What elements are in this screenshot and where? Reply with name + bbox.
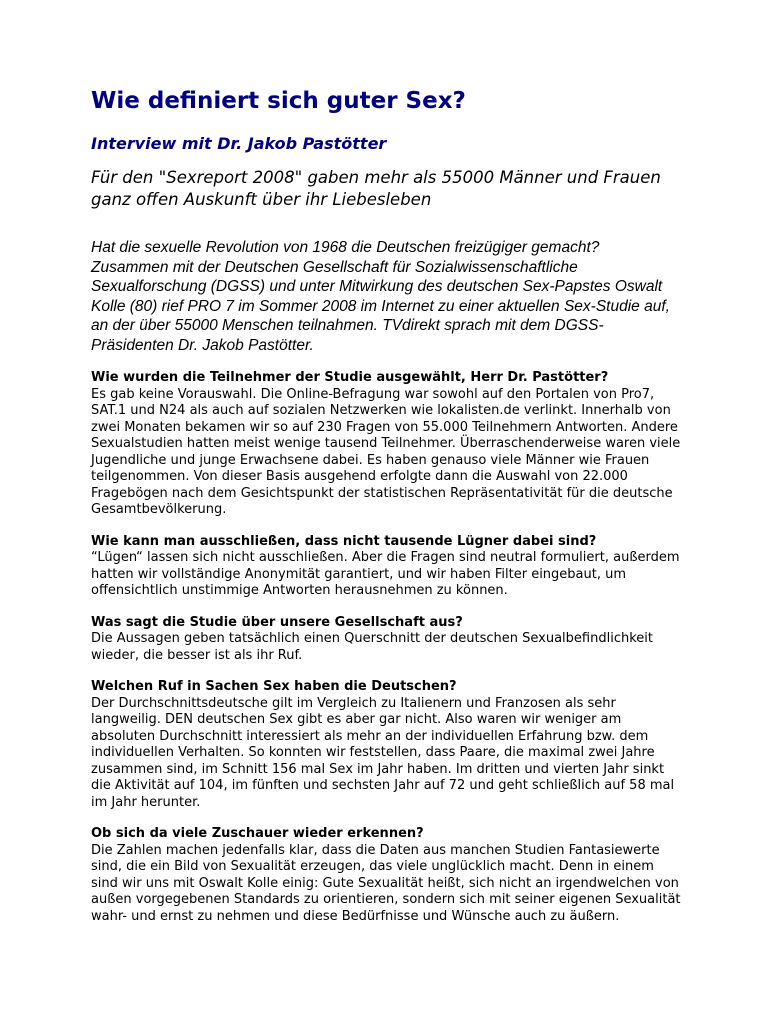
article-subtitle: Interview mit Dr. Jakob Pastötter (91, 134, 387, 153)
qa-block-5 (91, 826, 681, 925)
question-4: Welchen Ruf in Sachen Sex haben die Deutschen? (91, 679, 457, 694)
answer-4: Der Durchschnittsdeutsche gilt im Vergleich zu Italienern und Franzosen als sehr langweilig. DEN deutschen Sex gibt es aber gar nicht. Also waren wir weniger am absoluten Durchschnitt interessiert als mehr an der individuellen Erfahrung bzw. dem individuellen Verhalten. So konnten wir feststellen, dass Paare, die maximal zwei Jahre zusammen sind, im Schnitt 156 mal Sex im Jahr haben. Im dritten und vierten Jahr sinkt die Aktivität auf 104, im fünften und sechsten Jahr auf 72 und geht schließlich auf 58 mal im Jahr herunter. (91, 695, 675, 810)
question-5: Ob sich da viele Zuschauer wieder erkennen? (91, 826, 424, 841)
qa-block-4 (91, 679, 681, 811)
article-page (91, 86, 681, 925)
qa-block-3 (91, 615, 681, 665)
article-teaser: Für den "Sexreport 2008" gaben mehr als 55000 Männer und Frauen ganz offen Auskunft über ihr Liebesleben (91, 168, 661, 209)
question-1: Wie wurden die Teilnehmer der Studie ausgewählt, Herr Dr. Pastötter? (91, 370, 609, 385)
question-3: Was sagt die Studie über unsere Gesellschaft aus? (91, 614, 463, 630)
answer-1: Es gab keine Vorauswahl. Die Online-Befragung war sowohl auf den Portalen von Pro7, SAT.1 und N24 als auch auf sozialen Netzwerken wie lokalisten.de verlinkt. Innerhalb von zwei Monaten bekamen wir so auf 230 Fragen von 55.000 Teilnehmern Antworten. Andere Sexualstudien hatten meist wenige tausend Teilnehmer. Überraschenderweise waren viele Jugendliche und junge Erwachsene dabei. Es haben genauso viele Männer wie Frauen teilgenommen. Von dieser Basis ausgehend erfolgte dann die Auswahl von 22.000 Fragebögen nach dem Gesichtspunkt der statistischen Repräsentativität für die deutsche Gesamtbevölkerung. (91, 386, 681, 517)
answer-3: Die Aussagen geben tatsächlich einen Querschnitt der deutschen Sexualbefindlichkeit wieder, die besser ist als ihr Ruf. (91, 631, 653, 663)
answer-5: Die Zahlen machen jedenfalls klar, dass die Daten aus manchen Studien Fantasiewerte sind, die ein Bild von Sexualität erzeugen, das viele unglücklich macht. Denn in einem sind wir uns mit Oswalt Kolle einig: Gute Sexualität heißt, sich nicht an irgendwelchen von außen vorgegebenen Standards zu orientieren, sondern sich mit seiner eigenen Sexualität wahr- und ernst zu nehmen und diese Bedürfnisse und Wünsche auch zu äußern. (91, 842, 681, 924)
qa-block-1 (91, 370, 681, 519)
question-2: Wie kann man ausschließen, dass nicht tausende Lügner dabei sind? (91, 533, 597, 549)
article-lead: Hat die sexuelle Revolution von 1968 die Deutschen freizügiger gemacht? Zusammen mit der Deutschen Gesellschaft für Sozialwissenschaftliche Sexualforschung (DGSS) und unter Mitwirkung des deutschen Sex-Papstes Oswalt Kolle (80) rief PRO 7 im Sommer 2008 im Internet zu einer aktuellen Sex-Studie auf, an der über 55000 Menschen teilnahmen. TVdirekt sprach mit dem DGSS-Präsidenten Dr. Jakob Pastötter. (91, 239, 670, 354)
article-title: Wie definiert sich guter Sex? (91, 88, 466, 114)
answer-2: “Lügen“ lassen sich nicht ausschließen. Aber die Fragen sind neutral formuliert, außerdem hatten wir vollständige Anonymität garantiert, und wir haben Filter eingebaut, um offensichtlich unstimmige Antworten herausnehmen zu können. (91, 550, 680, 598)
qa-block-2 (91, 534, 681, 600)
